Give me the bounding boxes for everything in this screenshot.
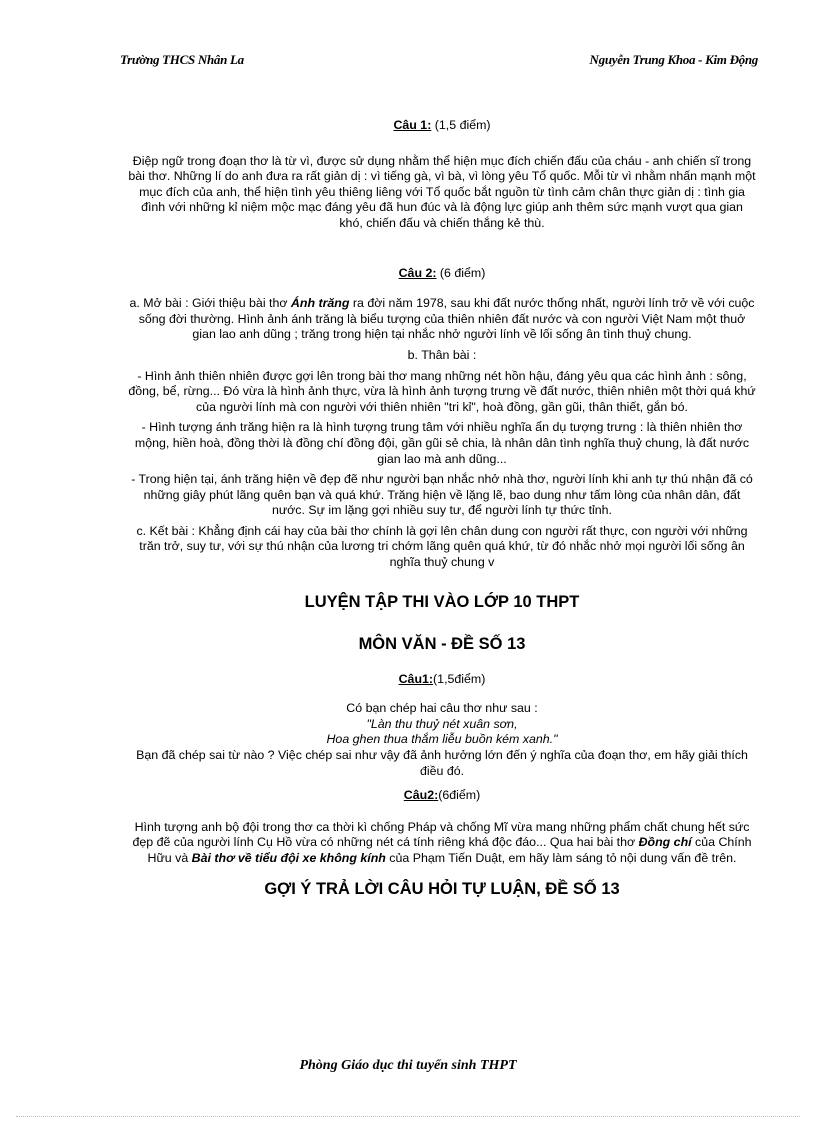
e2-points: (6điểm) [438, 788, 481, 803]
poem-title-tieu-doi-xe: Bài thơ về tiểu đội xe không kính [191, 851, 386, 865]
q2-body-point-2: - Hình tượng ánh trăng hiện ra là hình tượng trung tâm với nhiều nghĩa ẩn dụ tượng trưng : là thiên nhiên thơ mộng, hiền hoà, đồng thời là đồng chí đồng đội, gần gũi sẻ chia, là nhân dân tình nghĩa thuỷ chung, là đất nước gian lao mà anh dũng... [134, 420, 750, 466]
q2-body-point-3: - Trong hiện tại, ánh trăng hiện về đẹp đẽ như người bạn nhắc nhở nhà thơ, người lính khi anh tự thú nhận đã có những giây phút lãng quên bạn và quá khứ. Trăng hiện về lặng lẽ, bao dung như tấm lòng của nhân dân, đất nước. Sự im lặng gợi nhiều suy tư, để người lính tự thức tỉnh. [131, 472, 753, 518]
e2-label: Câu2: [403, 788, 439, 803]
document-body [128, 118, 756, 899]
e1-poem-line-2: Hoa ghen thua thắm liễu buồn kém xanh." [326, 732, 558, 747]
poem-title-dong-chi: Đồng chí [638, 835, 692, 850]
e2-question: Hình tượng anh bộ đội trong thơ ca thời kì chống Pháp và chống Mĩ vừa mang những phẩm chất chung hết sức đẹp đẽ của người lính Cụ Hồ vừa có những nét cá tính riêng khá độc đáo... Qua hai bài thơ Đồng chí của Chính Hữu và Bài thơ về tiểu đội xe không kính của Phạm Tiến Duật, em hãy làm sáng tỏ nội dung vấn đề trên. [132, 819, 752, 865]
q1-points: (1,5 điểm) [431, 118, 491, 132]
q2-intro: a. Mở bài : Giới thiệu bài thơ Ánh trăng ra đời năm 1978, sau khi đất nước thống nhất, người lính trở về với cuộc sống đời thường. Hình ảnh ánh trăng là biểu tượng của thiên nhiên đất nước và con người Việt Nam một thuở gian lao anh dũng ; trăng trong hiện tại nhắc nhở người lính về lối sống ân tình thuỷ chung. [129, 296, 755, 342]
e2-heading [128, 788, 756, 804]
page-bottom-rule [16, 1116, 800, 1117]
footer-text: Phòng Giáo dục thi tuyển sinh THPT [299, 1058, 517, 1073]
q2-conclusion: c. Kết bài : Khẳng định cái hay của bài thơ chính là gợi lên chân dung con người rất thực, con người với những trăn trở, suy tư, với sự thú nhận của lương tri chớm lãng quên quá khứ, từ đó nhắc nhở mọi người lối sống ân nghĩa thuỷ chung v [136, 523, 748, 570]
e1-points: (1,5điểm) [433, 671, 486, 686]
q2-body-heading: b. Thân bài : [407, 347, 477, 362]
q2-label: Câu 2: [398, 265, 437, 280]
e1-poem-line-1: "Làn thu thuỷ nét xuân sơn, [366, 716, 518, 731]
q2-heading [128, 266, 756, 282]
q1-label: Câu 1: [393, 118, 432, 132]
q1-answer: Điệp ngữ trong đoạn thơ là từ vì, được sử dụng nhằm thể hiện mục đích chiến đấu của cháu - anh chiến sĩ trong bài thơ. Những lí do anh đưa ra rất giản dị : vì tiếng gà, vì bà, vì lòng yêu Tổ quốc. Mỗi từ vì nhằm nhấn mạnh một mục đích của anh, thể hiện tình yêu thiêng liêng với Tổ quốc bắt nguồn từ tình cảm chân thực giản dị : tình gia đình với những kỉ niệm mộc mạc đáng yêu đã hun đúc và là động lực giúp anh thêm sức mạnh vượt qua gian khó, chiến đấu và chiến thắng kẻ thù. [128, 153, 756, 230]
q2-body-point-1: - Hình ảnh thiên nhiên được gợi lên trong bài thơ mang những nét hồn hậu, đáng yêu qua các hình ảnh : sông, đồng, bể, rừng... Đó vừa là hình ảnh thực, vừa là hình ảnh tượng trưng về đất nước, thiên nhiên một thời quá khứ của người lính mà con người với thiên nhiên "tri kỉ", hoà đồng, gần gũi, thân thiết, gắn bó. [128, 368, 756, 414]
e1-intro: Có bạn chép hai câu thơ như sau : [346, 701, 538, 716]
e1-question: Bạn đã chép sai từ nào ? Việc chép sai như vậy đã ảnh hưởng lớn đến ý nghĩa của đoạn thơ, em hãy giải thích điều đó. [136, 748, 748, 778]
exam-subtitle: MÔN VĂN - ĐỀ SỐ 13 [358, 634, 526, 653]
q1-heading [128, 118, 756, 134]
header-school: Trường THCS Nhân La [120, 52, 244, 67]
header-author: Nguyễn Trung Khoa - Kim Động [589, 52, 758, 67]
exam-title: LUYỆN TẬP THI VÀO LỚP 10 THPT [304, 592, 580, 611]
q2-points: (6 điểm) [436, 265, 486, 280]
e1-label: Câu1: [398, 671, 434, 686]
answer-guide-title: GỢI Ý TRẢ LỜI CÂU HỎI TỰ LUẬN, ĐỀ SỐ 13 [264, 879, 620, 898]
poem-title-anh-trang: Ánh trăng [290, 296, 350, 311]
e1-heading [128, 672, 756, 688]
